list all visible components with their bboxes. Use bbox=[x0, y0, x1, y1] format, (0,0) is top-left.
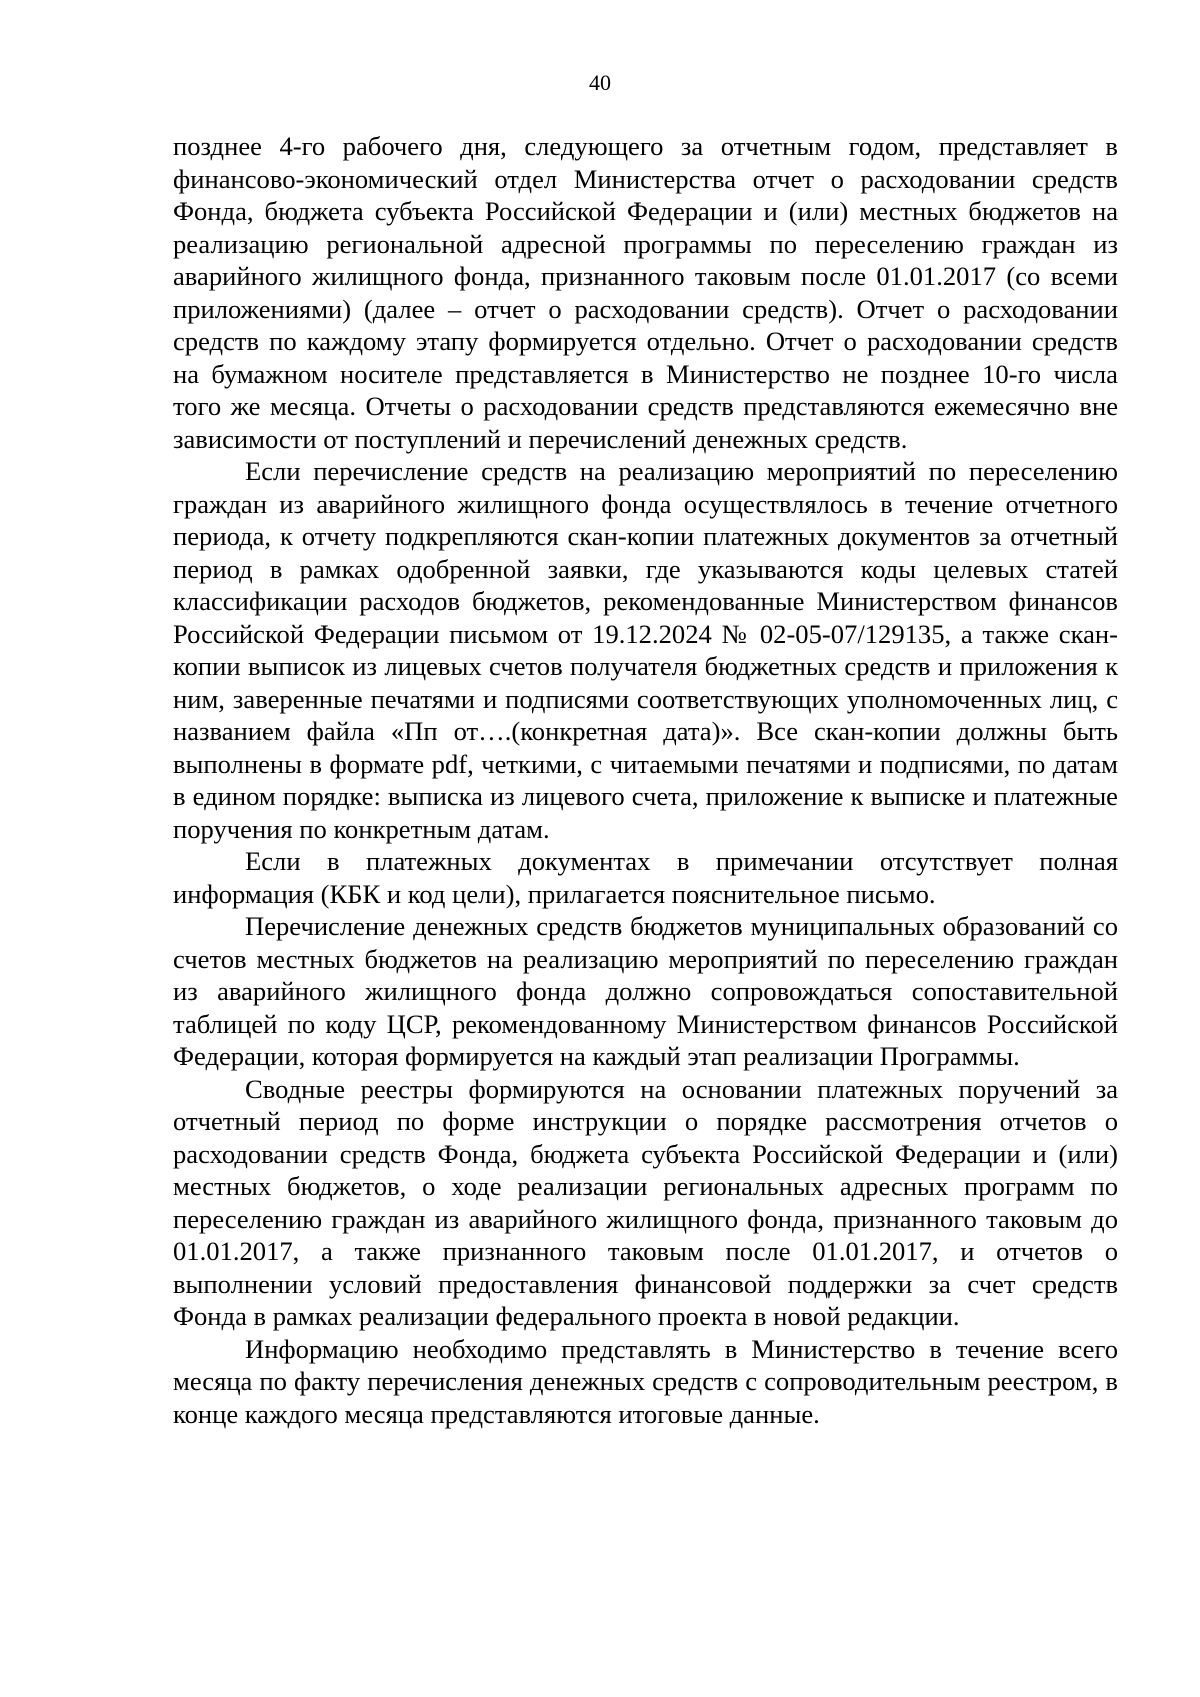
paragraph-monthly-information: Информацию необходимо представлять в Министерство в течение всего месяца по факту перечисления денежных средств с сопроводительным реестром, в конце каждого месяца представляются итоговые данные. bbox=[173, 1333, 1118, 1429]
paragraph-summary-registers: Сводные реестры формируются на основании платежных поручений за отчетный период по форме инструкции о порядке рассмотрения отчетов о расходовании средств Фонда, бюджета субъекта Российской Федерации и (или) местных бюджетов, о ходе реализации региональных адресных программ по переселению граждан из аварийного жилищного фонда, признанного таковым до 01.01.2017, а также признанного таковым после 01.01.2017, и отчетов о выполнении условий предоставления финансовой поддержки за счет средств Фонда в рамках реализации федерального проекта в новой редакции. bbox=[173, 1073, 1118, 1331]
page-number: 40 bbox=[589, 70, 611, 95]
document-body bbox=[173, 130, 1118, 1430]
paragraph-report-deadline: позднее 4-го рабочего дня, следующего за отчетным годом, представляет в финансово-экономический отдел Министерства отчет о расходовании средств Фонда, бюджета субъекта Российской Федерации и (или) местных бюджетов на реализацию региональной адресной программы по переселению граждан из аварийного жилищного фонда, признанного таковым после 01.01.2017 (со всеми приложениями) (далее – отчет о расходовании средств). Отчет о расходовании средств по каждому этапу формируется отдельно. Отчет о расходовании средств на бумажном носителе представляется в Министерство не позднее 10-го числа того же месяца. Отчеты о расходовании средств представляются ежемесячно вне зависимости от поступлений и перечислений денежных средств. bbox=[173, 131, 1118, 454]
paragraph-explanatory-letter: Если в платежных документах в примечании отсутствует полная информация (КБК и код цели), прилагается пояснительное письмо. bbox=[173, 846, 1118, 909]
paragraph-scan-copies: Если перечисление средств на реализацию мероприятий по переселению граждан из аварийного жилищного фонда осуществлялось в течение отчетного периода, к отчету подкрепляются скан-копии платежных документов за отчетный период в рамках одобренной заявки, где указываются коды целевых статей классификации расходов бюджетов, рекомендованные Министерством финансов Российской Федерации письмом от 19.12.2024 № 02-05-07/129135, а также скан-копии выписок из лицевых счетов получателя бюджетных средств и приложения к ним, заверенные печатями и подписями соответствующих уполномоченных лиц, с названием файла «Пп от….(конкретная дата)». Все скан-копии должны быть выполнены в формате pdf, четкими, с читаемыми печатями и подписями, по датам в едином порядке: выписка из лицевого счета, приложение к выписке и платежные поручения по конкретным датам. bbox=[173, 456, 1118, 844]
paragraph-municipal-transfers: Перечисление денежных средств бюджетов муниципальных образований со счетов местных бюджетов на реализацию мероприятий по переселению граждан из аварийного жилищного фонда должно сопровождаться сопоставительной таблицей по коду ЦСР, рекомендованному Министерством финансов Российской Федерации, которая формируется на каждый этап реализации Программы. bbox=[173, 911, 1118, 1071]
